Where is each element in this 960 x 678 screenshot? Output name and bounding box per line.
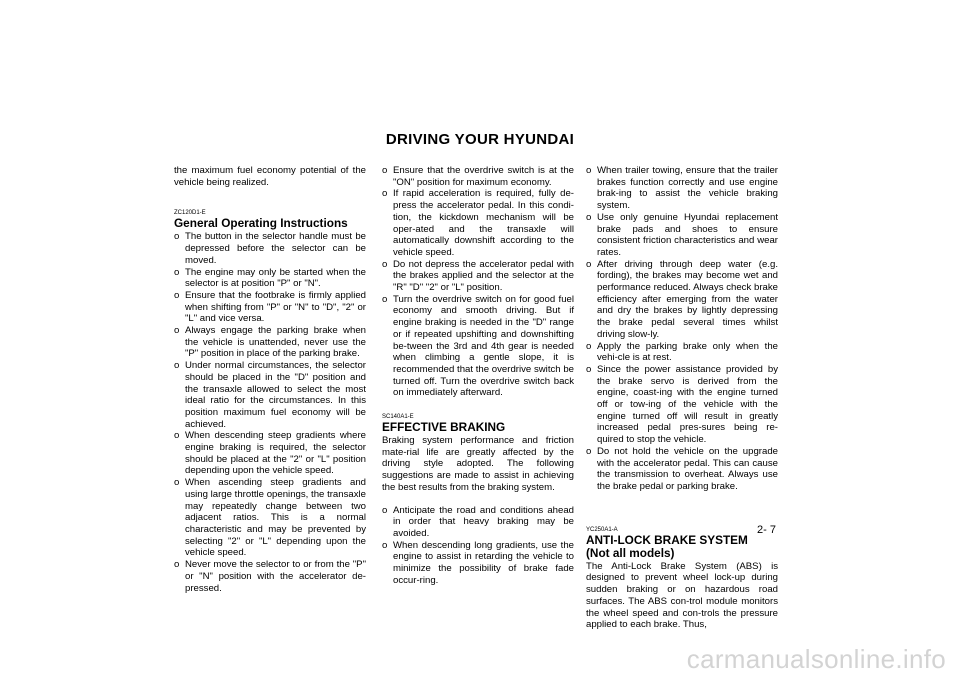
list-item: o After driving through deep water (e.g. fording), the brakes may become wet and performance reduced. Always check brake efficiency after emerging from the water and dry the brakes by lightly depressing the brake pedal several times whilst driving slow-ly. (586, 259, 778, 341)
column-1 (174, 165, 366, 594)
watermark: carmanualsonline.info (686, 644, 946, 674)
list-item: o Ensure that the footbrake is firmly applied when shifting from "P" or "N" to "D", "2" or "L" and vice versa. (174, 290, 366, 325)
column-2 (382, 165, 574, 587)
list-item: o Do not hold the vehicle on the upgrade with the accelerator pedal. This can cause the transmission to overheat. Always use the brake pedal or parking brake. (586, 446, 778, 493)
section-heading: EFFECTIVE BRAKING (382, 420, 506, 435)
heading-line-1: ANTI-LOCK BRAKE SYSTEM (586, 532, 748, 547)
heading-line-2: (Not all models) (586, 545, 675, 560)
list-item: o Never move the selector to or from the "P" or "N" position with the accelerator de-pressed. (174, 559, 366, 594)
section-code: ZC120D1-E (174, 210, 206, 217)
column-3 (586, 165, 778, 631)
body-paragraph: Braking system performance and friction mate-rial life are greatly affected by the driving style adopted. The following suggestions are made to assist in achieving the best results from the braking system. (382, 435, 574, 493)
bullet-list (382, 165, 574, 399)
bullet-list (586, 165, 778, 493)
section-code: YC250A1-A (586, 526, 618, 533)
list-item: o The button in the selector handle must be depressed before the selector can be moved. (174, 231, 366, 266)
list-item: o Under normal circumstances, the selector should be placed in the "D" position and the transaxle allowed to select the most ideal ratio for the circumstances. In this position maximum fuel economy will be achieved. (174, 360, 366, 430)
list-item: o Turn the overdrive switch on for good fuel economy and smooth driving. But if engine braking is needed in the "D" range or if repeated upshifting and downshifting be-tween the 3rd and 4th gear is needed when climbing a gentle slope, it is recommended that the overdrive switch be turned off. Turn the overdrive switch back on immediately afterward. (382, 294, 574, 399)
page-header: DRIVING YOUR HYUNDAI (385, 131, 575, 148)
page-number: 2- 7 (757, 524, 776, 536)
list-item: o When descending steep gradients where engine braking is required, the selector should be placed at the "2" or "L" position depending upon the vehicle speed. (174, 430, 366, 477)
section-heading: General Operating Instructions (174, 216, 348, 231)
list-item: o Since the power assistance provided by the brake servo is derived from the engine, coast-ing with the engine turned off or tow-ing of the vehicle with the engine turned off will result in greatly increased pedal pres-sures being re-quired to stop the vehicle. (586, 364, 778, 446)
list-item: o Use only genuine Hyundai replacement brake pads and shoes to ensure consistent friction characteristics and wear rates. (586, 212, 778, 259)
list-item: o Ensure that the overdrive switch is at the "ON" position for maximum economy. (382, 165, 574, 188)
list-item: o When ascending steep gradients and using large throttle openings, the transaxle may repeatedly change between two adjacent ratios. This is a normal characteristic and may be prevented by selecting "2" or "L" depending upon the vehicle speed. (174, 477, 366, 559)
list-item: o The engine may only be started when the selector is at position "P" or "N". (174, 267, 366, 290)
list-item: o Always engage the parking brake when the vehicle is unattended, never use the "P" position in place of the parking brake. (174, 325, 366, 360)
bullet-list (382, 505, 574, 587)
list-item: o When descending long gradients, use the engine to assist in retarding the vehicle to minimize the possibility of brake fade occur-ring. (382, 540, 574, 587)
list-item: o If rapid acceleration is required, fully de-press the accelerator pedal. In this condi-tion, the kickdown mechanism will be oper-ated and the transaxle will automatically downshift according to the vehicle speed. (382, 188, 574, 258)
section-heading (586, 534, 778, 560)
list-item: o Apply the parking brake only when the vehi-cle is at rest. (586, 341, 778, 364)
body-paragraph: The Anti-Lock Brake System (ABS) is designed to prevent wheel lock-up during sudden braking or on hazardous road surfaces. The ABS con-trol module monitors the wheel speed and con-trols the pressure applied to each brake. Thus, (586, 560, 778, 631)
list-item: o Anticipate the road and conditions ahead in order that heavy braking may be avoided. (382, 505, 574, 540)
intro-paragraph: the maximum fuel economy potential of the vehicle being realized. (174, 165, 366, 188)
bullet-list (174, 231, 366, 594)
section-code: SC140A1-E (382, 414, 414, 421)
list-item: o Do not depress the accelerator pedal with the brakes applied and the selector at the "R" "D" "2" or "L" position. (382, 259, 574, 294)
list-item: o When trailer towing, ensure that the trailer brakes function correctly and use engine brak-ing to assist the vehicle braking system. (586, 165, 778, 212)
